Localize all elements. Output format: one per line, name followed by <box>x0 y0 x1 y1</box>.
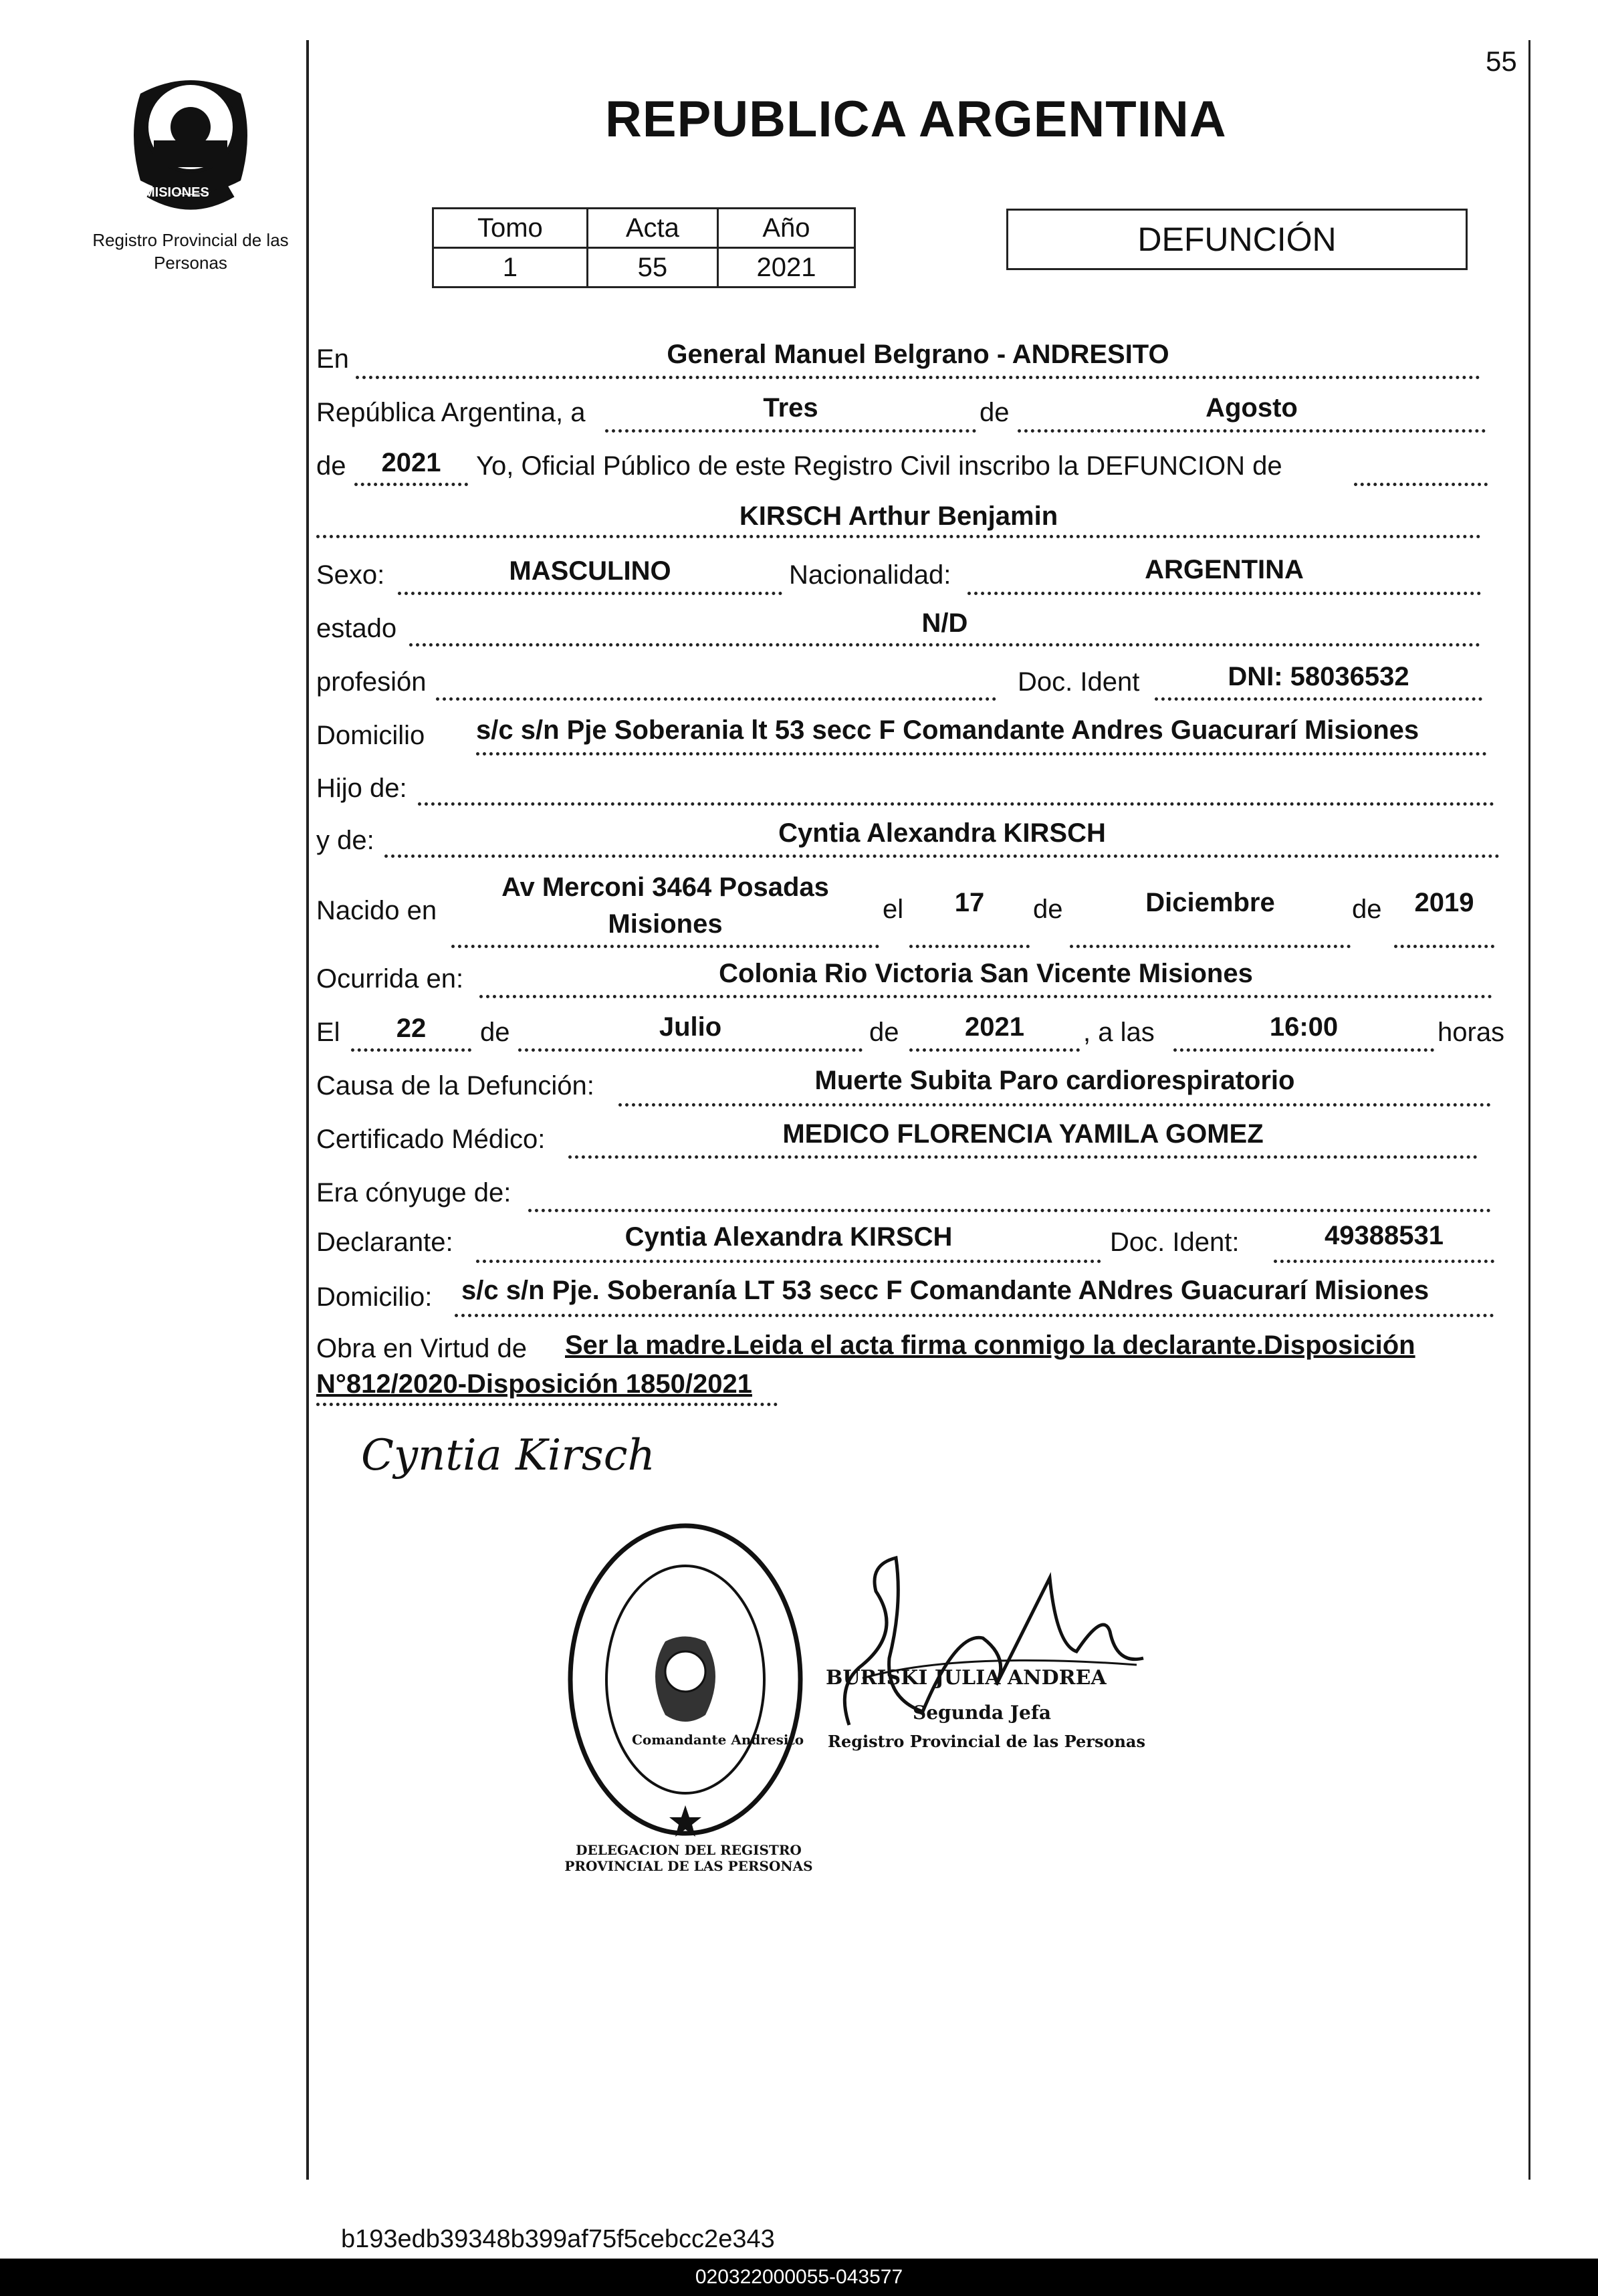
document-hash: b193edb39348b399af75f5cebcc2e343 <box>341 2225 775 2253</box>
def-dia-line <box>351 1048 471 1052</box>
en-value: General Manuel Belgrano - ANDRESITO <box>667 340 1169 369</box>
def-anio-value: 2021 <box>965 1012 1024 1042</box>
nacido-line <box>451 945 879 948</box>
estado-value: N/D <box>921 608 968 638</box>
en-line <box>356 376 1480 379</box>
madre-line <box>384 854 1500 858</box>
sexo-label: Sexo: <box>316 560 385 590</box>
reference-value-row <box>433 248 855 288</box>
domicilio2-label: Domicilio: <box>316 1282 433 1312</box>
def-anio-line <box>909 1048 1080 1052</box>
estado-label: estado <box>316 614 397 643</box>
nac-anio-value: 2019 <box>1414 888 1474 917</box>
declarante-signature: Cyntia Kirsch <box>361 1431 655 1480</box>
def-hora-value: 16:00 <box>1269 1012 1339 1042</box>
domicilio2-line <box>455 1314 1494 1317</box>
nombre-value: KIRSCH Arthur Benjamin <box>739 501 1058 531</box>
def-dia-value: 22 <box>396 1014 427 1043</box>
madre-value: Cyntia Alexandra KIRSCH <box>778 818 1106 848</box>
domicilio-label: Domicilio <box>316 721 425 750</box>
ref-header-acta: Acta <box>587 209 717 248</box>
dia-value: Tres <box>763 393 818 423</box>
ref-header-anio: Año <box>717 209 854 248</box>
document-title: REPUBLICA ARGENTINA <box>605 91 1227 148</box>
certificado-line <box>568 1155 1478 1159</box>
doc-ident-value: DNI: 58036532 <box>1228 662 1409 691</box>
logo-text-top: PROVINCIA DE <box>154 62 241 75</box>
obra-line <box>316 1403 778 1406</box>
ref-value-tomo: 1 <box>433 248 588 288</box>
nombre-line <box>316 535 1481 538</box>
def-mes-line <box>518 1048 863 1052</box>
el2-label: El <box>316 1018 340 1047</box>
nacido-line2: Misiones <box>608 909 723 939</box>
dia-line <box>605 429 976 433</box>
anio-value: 2021 <box>381 448 441 477</box>
def-de2-label: de <box>869 1018 899 1047</box>
en-label: En <box>316 344 349 374</box>
ocurrida-line <box>479 995 1492 998</box>
official-name: BURISKI JULIA ANDREA <box>826 1666 1107 1690</box>
nacionalidad-label: Nacionalidad: <box>789 560 951 590</box>
domicilio-value: s/c s/n Pje Soberania lt 53 secc F Comandante Andres Guacurarí Misiones <box>476 715 1419 745</box>
de-label: de <box>980 398 1010 427</box>
sexo-value: MASCULINO <box>509 556 671 586</box>
profesion-label: profesión <box>316 667 427 697</box>
causa-line <box>618 1103 1491 1107</box>
mes-value: Agosto <box>1206 393 1298 423</box>
logo-text-bottom: MISIONES <box>144 185 209 200</box>
anio-line <box>354 483 468 486</box>
ref-value-anio: 2021 <box>717 248 854 288</box>
obra-label: Obra en Virtud de <box>316 1334 528 1363</box>
left-margin-line <box>306 40 309 2180</box>
conyuge-label: Era cónyuge de: <box>316 1178 511 1208</box>
def-hora-line <box>1173 1048 1434 1052</box>
yo-line <box>1354 483 1488 486</box>
ref-header-tomo: Tomo <box>433 209 588 248</box>
republica-label: República Argentina, a <box>316 398 586 427</box>
doc-ident-label: Doc. Ident <box>1018 667 1140 697</box>
nacionalidad-line <box>967 592 1481 595</box>
mes-line <box>1018 429 1486 433</box>
declarante-line <box>476 1260 1101 1263</box>
nacionalidad-value: ARGENTINA <box>1145 555 1304 584</box>
def-mes-value: Julio <box>659 1012 722 1042</box>
nac-anio-line <box>1394 945 1494 948</box>
official-office: Registro Provincial de las Personas <box>828 1732 1145 1751</box>
nacido-label: Nacido en <box>316 896 437 925</box>
yo-text: Yo, Oficial Público de este Registro Civil inscribo la DEFUNCION de <box>476 451 1282 481</box>
domicilio2-value: s/c s/n Pje. Soberanía LT 53 secc F Comandante ANdres Guacurarí Misiones <box>461 1276 1430 1305</box>
right-margin-line <box>1528 40 1530 2180</box>
nacido-line1: Av Merconi 3464 Posadas <box>501 873 829 902</box>
ref-value-acta: 55 <box>587 248 717 288</box>
certificado-value: MEDICO FLORENCIA YAMILA GOMEZ <box>782 1119 1264 1149</box>
nac-dia-line <box>909 945 1030 948</box>
de2-label: de <box>316 451 346 481</box>
nac-mes-value: Diciembre <box>1145 888 1275 917</box>
nac-de2-label: de <box>1352 895 1382 924</box>
doc-type-box: DEFUNCIÓN <box>1006 209 1468 270</box>
doc-ident2-line <box>1274 1260 1494 1263</box>
hijo-label: Hijo de: <box>316 774 407 803</box>
yde-label: y de: <box>316 826 374 855</box>
nac-de-label: de <box>1033 895 1063 924</box>
doc-ident2-value: 49388531 <box>1325 1221 1444 1250</box>
declarante-label: Declarante: <box>316 1228 453 1257</box>
doc-ident-line <box>1155 697 1482 701</box>
alas-label: , a las <box>1083 1018 1155 1047</box>
profesion-line <box>436 697 996 701</box>
obra-line1: Ser la madre.Leida el acta firma conmigo la declarante.Disposición <box>565 1331 1415 1360</box>
ocurrida-value: Colonia Rio Victoria San Vicente Misiones <box>719 959 1253 988</box>
obra-line2: N°812/2020-Disposición 1850/2021 <box>316 1369 752 1399</box>
logo-caption: Registro Provincial de las Personas <box>92 230 289 273</box>
el-label: el <box>883 895 904 924</box>
hijo-line <box>418 802 1494 806</box>
nac-dia-value: 17 <box>954 888 985 917</box>
declarante-value: Cyntia Alexandra KIRSCH <box>624 1222 953 1252</box>
causa-value: Muerte Subita Paro cardiorespiratorio <box>814 1066 1295 1095</box>
horas-label: horas <box>1438 1018 1505 1047</box>
nac-mes-line <box>1070 945 1351 948</box>
official-role: Segunda Jefa <box>913 1702 1052 1724</box>
def-de-label: de <box>480 1018 510 1047</box>
domicilio-line <box>476 752 1487 756</box>
reference-table <box>432 207 856 288</box>
reference-header-row <box>433 209 855 248</box>
certificado-label: Certificado Médico: <box>316 1125 546 1154</box>
official-stamp <box>565 1521 806 1839</box>
ocurrida-label: Ocurrida en: <box>316 964 464 994</box>
causa-label: Causa de la Defunción: <box>316 1071 594 1101</box>
page-number: 55 <box>1486 45 1517 77</box>
barcode-strip: 020322000055-043577 <box>0 2259 1598 2296</box>
sexo-line <box>398 592 782 595</box>
estado-line <box>409 643 1480 647</box>
stamp-inner-text: Comandante Andresito <box>632 1732 804 1748</box>
conyuge-line <box>528 1209 1491 1212</box>
stamp-ring-text: DELEGACION DEL REGISTRO PROVINCIAL DE LAS PERSONAS <box>564 1842 813 1874</box>
doc-ident2-label: Doc. Ident: <box>1110 1228 1240 1257</box>
